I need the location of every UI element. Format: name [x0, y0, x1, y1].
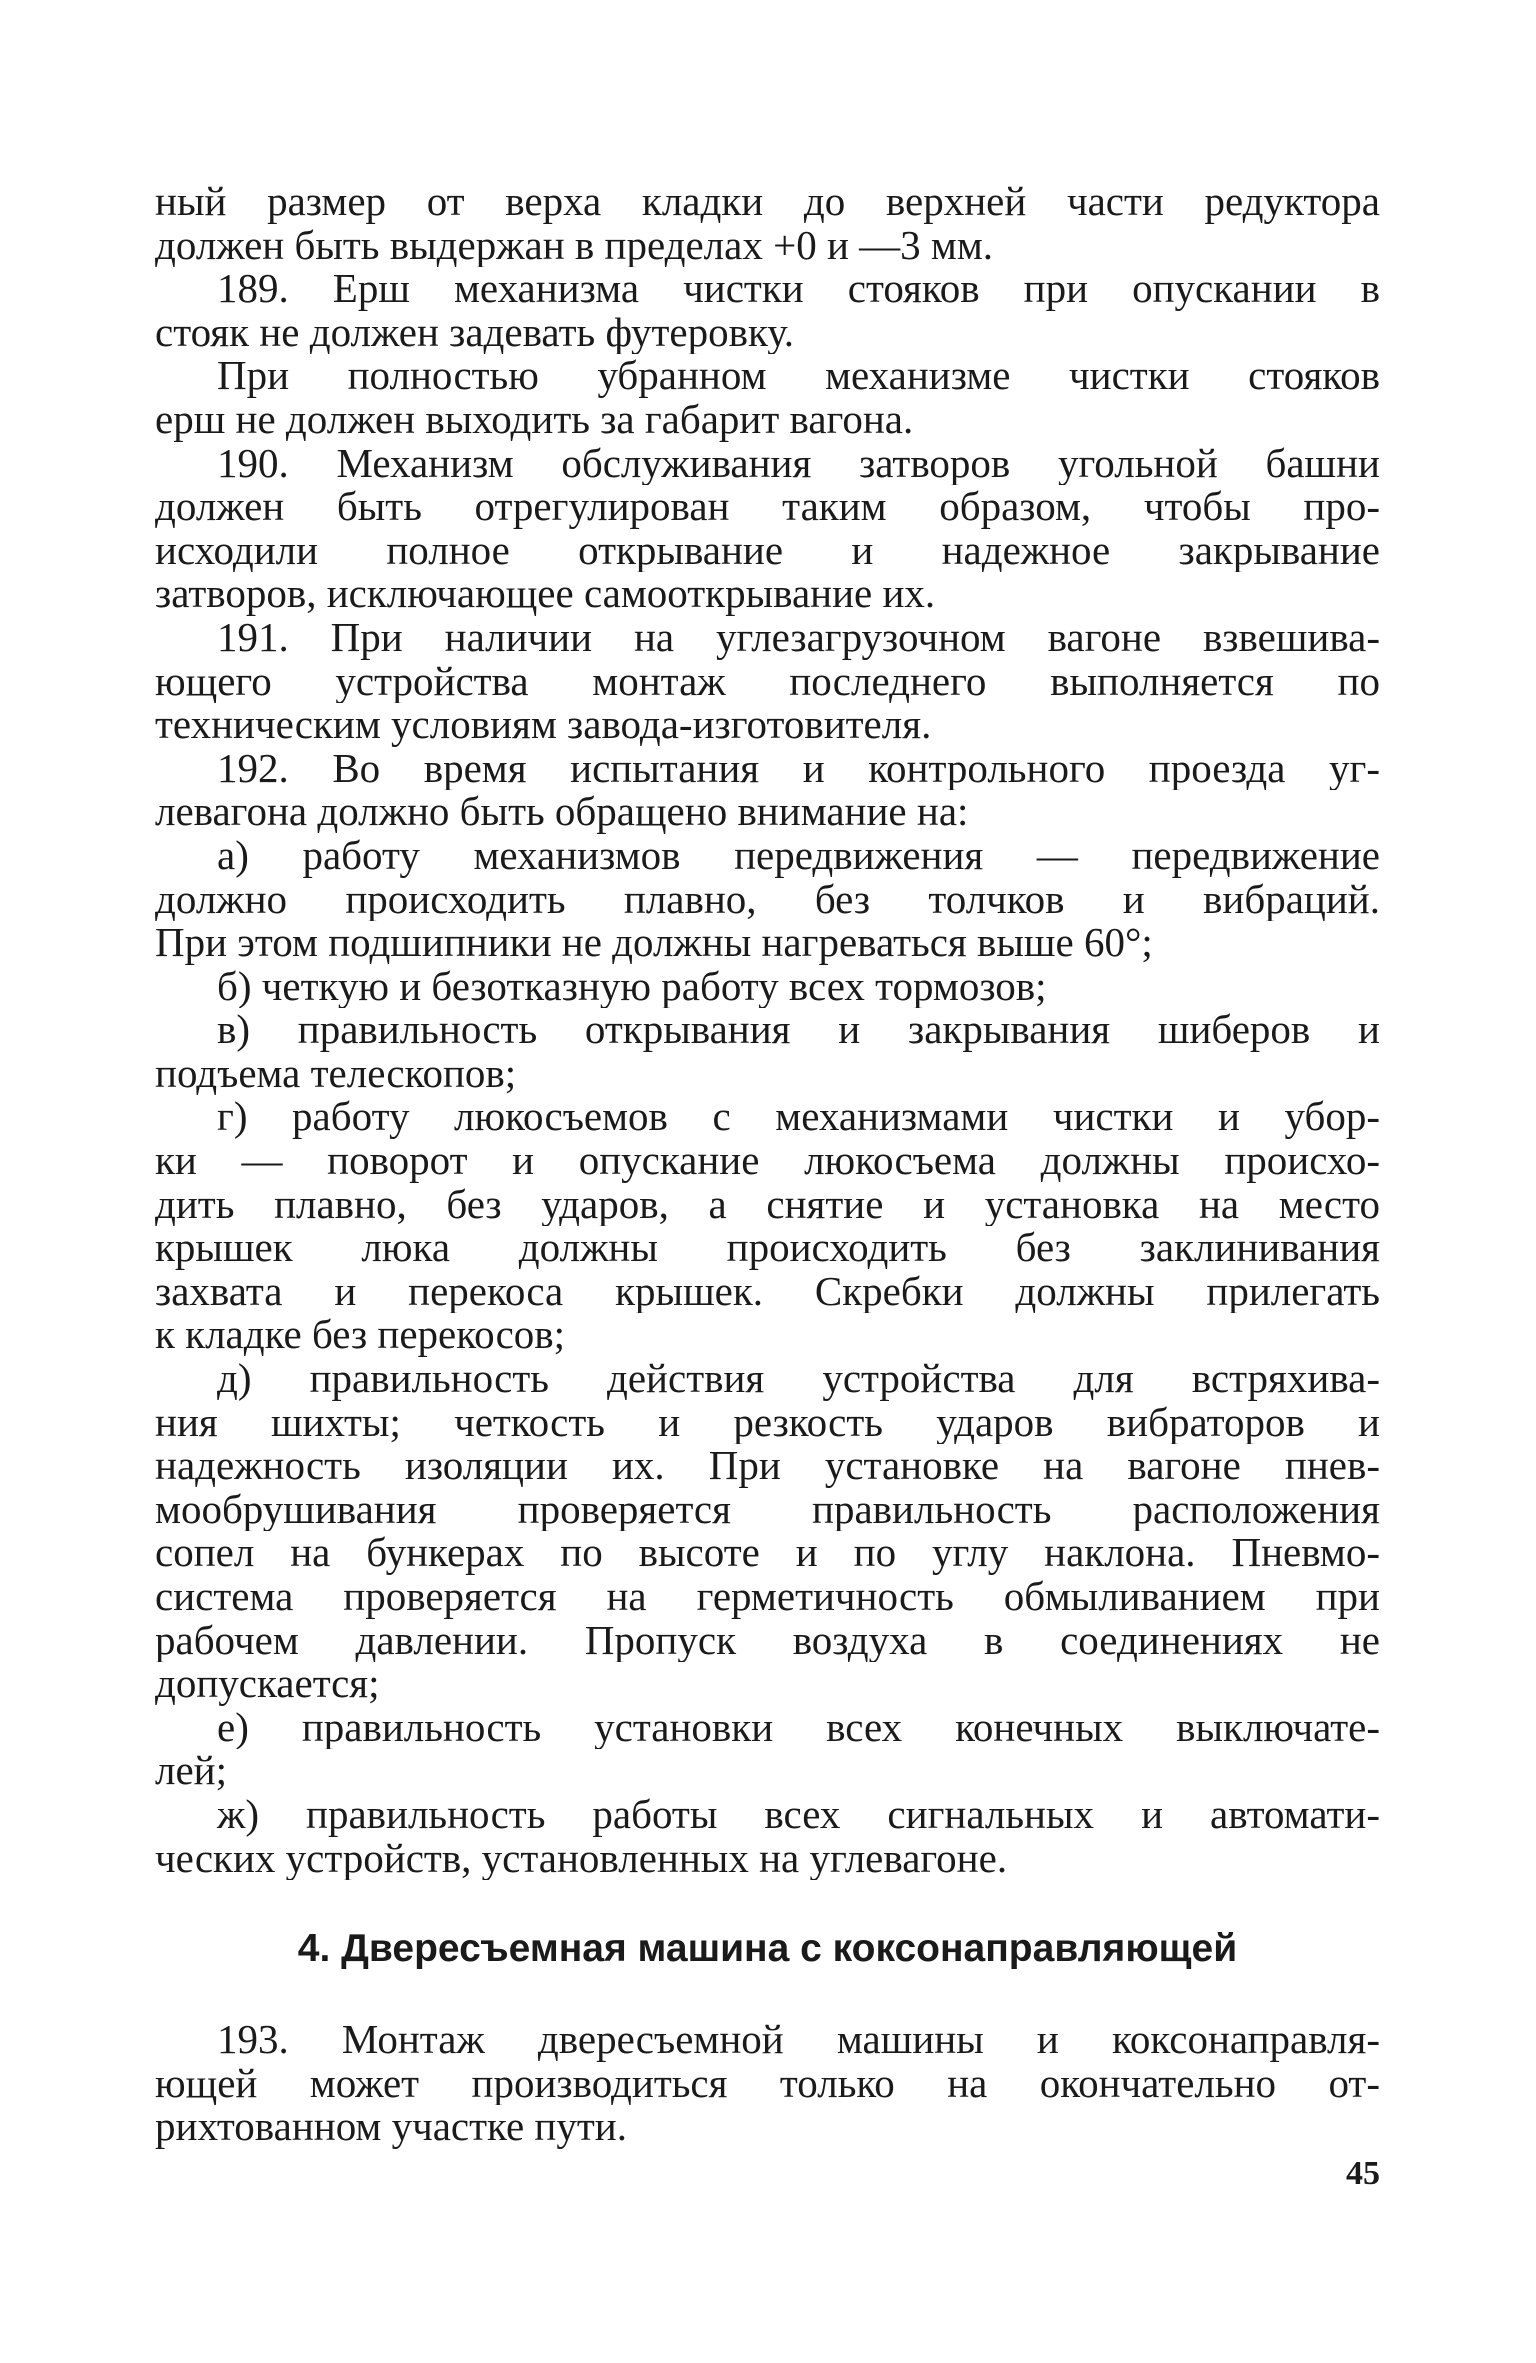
- text-line: д) правильность действия устройства для встряхива-: [217, 1357, 1380, 1401]
- text-line: ния шихты; четкость и резкость ударов вибраторов и: [155, 1400, 1380, 1445]
- text-line: лей;: [155, 1749, 227, 1793]
- text-line: 189. Ерш механизма чистки стояков при опускании в: [217, 267, 1380, 311]
- text-line: должно происходить плавно, без толчков и вибраций.: [155, 877, 1380, 922]
- text-line: ющего устройства монтаж последнего выполняется по: [155, 659, 1380, 704]
- text-line: ный размер от верха кладки до верхней части редуктора: [155, 180, 1380, 224]
- text-line: ющей может производиться только на окончательно от-: [155, 2061, 1380, 2106]
- text-line: а) работу механизмов передвижения — передвижение: [217, 833, 1380, 878]
- text-line: ческих устройств, установленных на углевагоне.: [155, 1836, 1008, 1881]
- text-block-main: [155, 180, 1380, 1880]
- text-line: допускается;: [155, 1662, 380, 1706]
- text-line: крышек люка должны происходить без заклинивания: [155, 1226, 1380, 1270]
- text-line: сопел на бункерах по высоте и по углу наклона. Пневмо-: [155, 1531, 1380, 1575]
- text-line: захвата и перекоса крышек. Скребки должны прилегать: [155, 1269, 1380, 1314]
- text-line: г) работу люкосъемов с механизмами чистки и убор-: [217, 1095, 1380, 1140]
- text-line: ж) правильность работы всех сигнальных и автомати-: [217, 1792, 1380, 1837]
- text-line: исходили полное открывание и надежное закрывание: [155, 528, 1380, 573]
- text-line: ерш не должен выходить за габарит вагона.: [155, 397, 914, 442]
- text-line: 190. Механизм обслуживания затворов угольной башни: [217, 441, 1380, 486]
- text-block-section-4: [155, 2018, 1380, 2149]
- text-line: затворов, исключающее самооткрывание их.: [155, 572, 936, 616]
- text-line: 193. Монтаж двересъемной машины и коксонаправля-: [217, 2018, 1380, 2062]
- text-line: е) правильность установки всех конечных выключате-: [217, 1705, 1380, 1750]
- text-line: б) четкую и безотказную работу всех тормозов;: [217, 964, 1047, 1009]
- text-line: должен быть отрегулирован таким образом, чтобы про-: [155, 485, 1380, 529]
- text-line: надежность изоляции их. При установке на вагоне пнев-: [155, 1444, 1380, 1488]
- page-body: [155, 180, 1380, 2149]
- section-heading: 4. Двересъемная машина с коксонаправляющей: [297, 1927, 1238, 1971]
- text-line: к кладке без перекосов;: [155, 1313, 566, 1358]
- page-number: 45: [1346, 2155, 1380, 2192]
- text-line: левагона должно быть обращено внимание на:: [155, 790, 969, 834]
- text-line: 192. Во время испытания и контрольного проезда уг-: [217, 746, 1380, 791]
- text-line: дить плавно, без ударов, а снятие и установка на место: [155, 1182, 1380, 1227]
- text-line: При полностью убранном механизме чистки стояков: [217, 354, 1380, 398]
- text-line: рабочем давлении. Пропуск воздуха в соединениях не: [155, 1618, 1380, 1663]
- text-line: стояк не должен задевать футеровку.: [155, 310, 794, 355]
- text-line: 191. При наличии на углезагрузочном вагоне взвешива-: [217, 615, 1380, 660]
- text-line: в) правильность открывания и закрывания шиберов и: [217, 1008, 1380, 1052]
- text-line: ки — поворот и опускание люкосъема должны происхо-: [155, 1139, 1380, 1183]
- text-line: должен быть выдержан в пределах +0 и —3 мм.: [155, 223, 994, 268]
- text-line: система проверяется на герметичность обмыливанием при: [155, 1575, 1380, 1619]
- text-line: мообрушивания проверяется правильность расположения: [155, 1487, 1380, 1532]
- text-line: подъема телескопов;: [155, 1051, 517, 1096]
- text-line: рихтованном участке пути.: [155, 2105, 627, 2149]
- text-line: При этом подшипники не должны нагреваться выше 60°;: [155, 921, 1153, 965]
- text-line: техническим условиям завода-изготовителя.: [155, 703, 932, 747]
